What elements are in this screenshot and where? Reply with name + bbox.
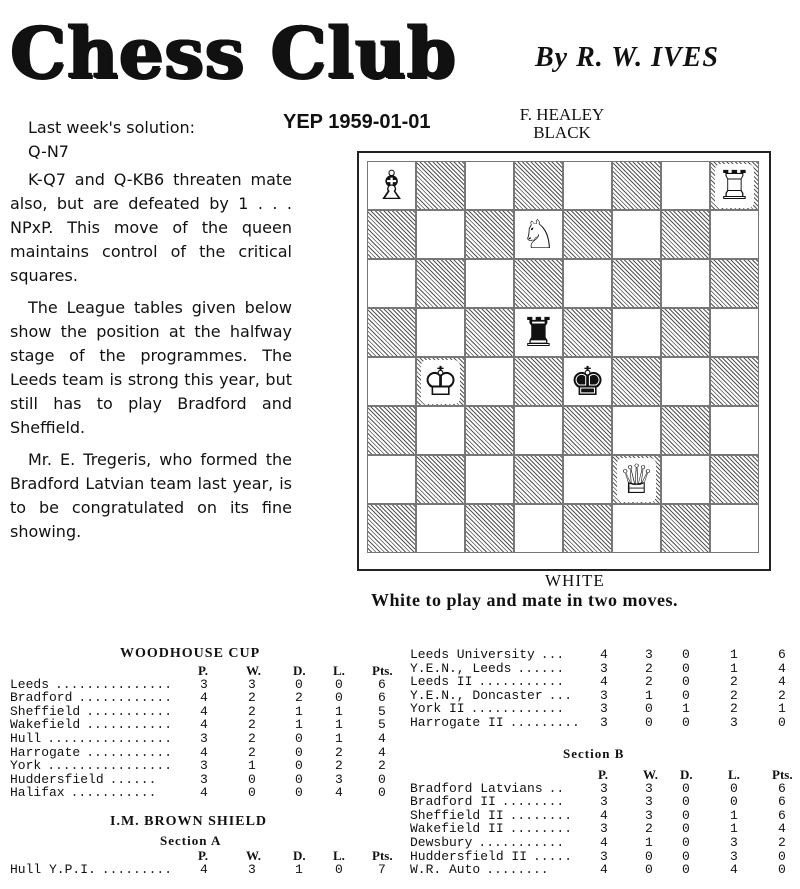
leader-dots: ........ (509, 807, 573, 823)
table-row (410, 795, 795, 809)
team-name: York II (410, 701, 465, 717)
piece-glyph: ♘ (520, 211, 557, 258)
board-square (367, 504, 416, 553)
cell-pts: 0 (778, 714, 786, 730)
white-rook-icon (710, 161, 759, 210)
section-b-table (410, 768, 795, 877)
cell-d: 0 (682, 862, 690, 878)
table-row (10, 705, 390, 719)
leader-dots: ........ (486, 862, 549, 878)
board-square (465, 259, 514, 308)
team-name: Leeds (10, 676, 50, 692)
team-name: Y.E.N., Leeds (410, 660, 512, 676)
white-king-icon (416, 357, 465, 406)
board-square (612, 210, 661, 259)
table-row (10, 759, 390, 773)
board-square (465, 210, 514, 259)
table-row (10, 863, 390, 877)
table-row (410, 782, 795, 796)
cell-d: 0 (682, 687, 690, 703)
cell-w: 2 (248, 703, 256, 719)
cell-w: 3 (645, 780, 653, 796)
cell-w: 0 (248, 785, 256, 801)
cell-p: 4 (200, 717, 208, 733)
column-header: Pts. (772, 767, 793, 782)
cell-d: 1 (295, 703, 303, 719)
cell-p: 3 (200, 758, 208, 774)
leader-dots: ........ (509, 821, 573, 837)
board-square (563, 308, 612, 357)
cell-w: 2 (645, 660, 653, 676)
board-square (661, 308, 710, 357)
board-square (514, 406, 563, 455)
cell-p: 4 (600, 862, 608, 878)
cell-d: 0 (682, 821, 690, 837)
cell-d: 2 (295, 690, 303, 706)
cell-d: 0 (682, 834, 690, 850)
team-name: Wakefield (10, 717, 81, 733)
leader-dots: .. (548, 780, 565, 796)
woodhouse-cup-table (10, 663, 393, 801)
board-square (416, 210, 465, 259)
table-row (410, 716, 795, 730)
cell-w: 3 (645, 807, 653, 823)
board-square (612, 308, 661, 357)
cell-l: 4 (335, 785, 343, 801)
board-square (416, 504, 465, 553)
cell-d: 1 (295, 861, 303, 877)
column-text (10, 116, 292, 544)
leader-dots: ...... (109, 771, 157, 787)
cell-p: 3 (600, 687, 608, 703)
cell-pts: 6 (778, 807, 786, 823)
board-square (367, 259, 416, 308)
cell-l: 0 (335, 676, 343, 692)
cell-d: 0 (682, 674, 690, 690)
team-name: Sheffield (10, 703, 81, 719)
cell-pts: 2 (778, 687, 786, 703)
table-row (10, 732, 390, 746)
table-row (10, 718, 390, 732)
cell-l: 1 (730, 660, 738, 676)
board-square (563, 210, 612, 259)
cell-p: 3 (600, 821, 608, 837)
cell-w: 3 (248, 676, 256, 692)
board-square (563, 259, 612, 308)
board-square (465, 504, 514, 553)
section-b-title: Section B (563, 746, 625, 761)
cell-w: 3 (645, 794, 653, 810)
cell-l: 3 (335, 771, 343, 787)
table-row (10, 773, 390, 787)
leader-dots: ............... (55, 676, 173, 692)
cell-l: 3 (730, 714, 738, 730)
board-square (710, 504, 759, 553)
column-header: D. (680, 767, 693, 782)
black-rook-icon (514, 308, 563, 357)
board-square (367, 210, 416, 259)
cell-pts: 4 (778, 821, 786, 837)
paragraph-league-tables: The League tables given below show the position at the halfway stage of the programmes. The Leeds team is strong this year, but still has to play Bradford and Sheffield. (10, 298, 292, 437)
leader-dots: ........ (501, 794, 565, 810)
cell-w: 0 (645, 862, 653, 878)
board-square (612, 406, 661, 455)
leader-dots: ........... (478, 834, 565, 850)
cell-l: 0 (335, 861, 343, 877)
cell-l: 1 (335, 717, 343, 733)
leader-dots: ........... (86, 744, 173, 760)
board-square (367, 455, 416, 504)
cell-l: 0 (730, 780, 738, 796)
leader-dots: ............ (78, 690, 173, 706)
leader-dots: ........... (478, 674, 565, 690)
cell-pts: 6 (378, 676, 386, 692)
board-square (563, 161, 612, 210)
table-header-row (10, 848, 393, 863)
cell-d: 0 (295, 676, 303, 692)
paragraph-solution-notes: K-Q7 and Q-KB6 threaten mate also, but are defeated by 1 . . . NPxP. This move of the queen maintains control of the critical squares. (10, 170, 292, 285)
cell-pts: 0 (378, 785, 386, 801)
cell-p: 4 (200, 861, 208, 877)
cell-w: 3 (645, 647, 653, 662)
board-square (416, 455, 465, 504)
section-a-title: Section A (160, 833, 222, 848)
board-square (661, 504, 710, 553)
team-name: Leeds II (410, 674, 473, 690)
leader-dots: ........... (70, 785, 157, 801)
cell-pts: 6 (778, 794, 786, 810)
cell-d: 0 (295, 744, 303, 760)
column-header: W. (246, 663, 262, 678)
team-name: Harrogate II (410, 714, 504, 730)
column-header: D. (293, 663, 306, 678)
column-header: L. (333, 848, 345, 863)
board-square (563, 406, 612, 455)
board-square (710, 308, 759, 357)
table-row (410, 648, 795, 662)
board-square (661, 210, 710, 259)
board-square (710, 406, 759, 455)
cell-p: 3 (200, 771, 208, 787)
column-header: P. (198, 663, 208, 678)
board-square (661, 455, 710, 504)
board-square (563, 455, 612, 504)
board-square (416, 406, 465, 455)
cell-w: 1 (645, 687, 653, 703)
leader-dots: ............ (470, 701, 565, 717)
cell-pts: 5 (378, 717, 386, 733)
board-square (612, 504, 661, 553)
date-stamp: YEP 1959-01-01 (283, 111, 431, 133)
cell-l: 0 (335, 690, 343, 706)
board-square (416, 161, 465, 210)
cell-w: 2 (248, 744, 256, 760)
section-a-continued-table (410, 648, 795, 730)
table-row (10, 746, 390, 760)
cell-pts: 6 (778, 780, 786, 796)
cell-p: 3 (600, 794, 608, 810)
table-row (410, 850, 795, 864)
column-header: P. (598, 767, 608, 782)
cell-p: 4 (600, 807, 608, 823)
board-square (367, 357, 416, 406)
cell-pts: 1 (778, 701, 786, 717)
chess-board (357, 151, 771, 571)
cell-p: 4 (200, 703, 208, 719)
black-king-icon (563, 357, 612, 406)
team-name: Huddersfield II (410, 848, 528, 864)
cell-d: 0 (295, 785, 303, 801)
board-square (661, 161, 710, 210)
leader-dots: ... (540, 647, 565, 662)
column-header: L. (728, 767, 740, 782)
cell-l: 1 (335, 703, 343, 719)
board-square (465, 161, 514, 210)
cell-l: 0 (730, 794, 738, 810)
cell-d: 0 (295, 771, 303, 787)
cell-pts: 4 (778, 674, 786, 690)
cell-l: 1 (730, 807, 738, 823)
board-square (367, 308, 416, 357)
team-name: Bradford (10, 690, 73, 706)
cell-p: 3 (200, 676, 208, 692)
column-header: Pts. (372, 848, 393, 863)
leader-dots: ... (548, 687, 572, 703)
cell-l: 2 (730, 701, 738, 717)
cell-pts: 6 (378, 690, 386, 706)
table-row (410, 863, 795, 877)
cell-d: 0 (682, 794, 690, 810)
board-square (661, 357, 710, 406)
team-name: York (10, 758, 42, 774)
team-name: Wakefield II (410, 821, 504, 837)
cell-d: 0 (682, 660, 690, 676)
leader-dots: ........... (86, 717, 173, 733)
cell-d: 1 (295, 717, 303, 733)
cell-p: 4 (600, 647, 608, 662)
cell-w: 0 (645, 848, 653, 864)
byline: By R. W. IVES (535, 42, 719, 73)
cell-d: 0 (682, 848, 690, 864)
team-name: Hull (10, 730, 42, 746)
table-row (410, 662, 795, 676)
white-knight-icon (514, 210, 563, 259)
table-row (10, 691, 390, 705)
leader-dots: ..... (533, 848, 573, 864)
white-queen-icon (612, 455, 661, 504)
cell-pts: 4 (378, 744, 386, 760)
leader-dots: ........... (86, 703, 173, 719)
cell-pts: 0 (778, 848, 786, 864)
cell-l: 1 (730, 821, 738, 837)
cell-d: 1 (682, 701, 690, 717)
white-label: WHITE (545, 571, 605, 590)
cell-l: 3 (730, 834, 738, 850)
table-row (10, 678, 390, 692)
table-header-row (410, 768, 795, 782)
brown-shield-title: I.M. BROWN SHIELD (110, 814, 268, 829)
board-square (612, 259, 661, 308)
board-square (465, 455, 514, 504)
cell-pts: 5 (378, 703, 386, 719)
table-header-row (10, 663, 393, 678)
leader-dots: ................ (47, 758, 173, 774)
cell-l: 1 (335, 730, 343, 746)
cell-d: 0 (295, 758, 303, 774)
cell-l: 2 (335, 744, 343, 760)
cell-p: 3 (600, 714, 608, 730)
problem-heading (497, 106, 627, 142)
white-bishop-icon (367, 161, 416, 210)
team-name: Leeds University (410, 647, 535, 662)
table-row (410, 836, 795, 850)
team-name: Sheffield II (410, 807, 504, 823)
cell-pts: 0 (378, 771, 386, 787)
column-header: D. (293, 848, 306, 863)
team-name: Hull Y.P.I. (10, 861, 96, 877)
cell-p: 3 (600, 780, 608, 796)
cell-pts: 0 (778, 862, 786, 878)
cell-w: 1 (248, 758, 256, 774)
paragraph-tregeris: Mr. E. Tregeris, who formed the Bradford Latvian team last year, is to be congratulated on its fine showing. (10, 450, 292, 541)
cell-pts: 4 (778, 660, 786, 676)
table-row (410, 809, 795, 823)
board-square (563, 504, 612, 553)
cell-p: 3 (600, 701, 608, 717)
board-square (710, 210, 759, 259)
board-square (514, 357, 563, 406)
leader-dots: ......... (509, 714, 580, 730)
cell-w: 2 (248, 717, 256, 733)
board-square (465, 308, 514, 357)
cell-p: 4 (200, 744, 208, 760)
piece-glyph: ♜ (520, 309, 557, 356)
cell-w: 2 (248, 730, 256, 746)
cell-d: 0 (682, 807, 690, 823)
cell-p: 3 (600, 848, 608, 864)
cell-d: 0 (682, 780, 690, 796)
column-header: W. (246, 848, 262, 863)
column-header: Pts. (372, 663, 393, 678)
piece-glyph: ♗ (373, 162, 410, 209)
cell-p: 4 (200, 690, 208, 706)
cell-w: 3 (248, 861, 256, 877)
cell-l: 2 (730, 674, 738, 690)
board-square (416, 259, 465, 308)
column-header: W. (643, 767, 659, 782)
column-header: P. (198, 848, 208, 863)
cell-l: 2 (335, 758, 343, 774)
piece-glyph: ♖ (716, 162, 753, 209)
board-square (367, 406, 416, 455)
cell-p: 4 (200, 785, 208, 801)
cell-pts: 7 (378, 861, 386, 877)
cell-w: 0 (645, 701, 653, 717)
team-name: Huddersfield (10, 771, 104, 787)
board-square (710, 357, 759, 406)
team-name: W.R. Auto (410, 862, 481, 878)
table-row (410, 689, 795, 703)
piece-glyph: ♚ (569, 358, 606, 405)
cell-pts: 4 (378, 730, 386, 746)
table-row (410, 822, 795, 836)
solution-move: Q-N7 (28, 142, 69, 161)
cell-d: 0 (682, 714, 690, 730)
team-name: Y.E.N., Doncaster (410, 687, 543, 703)
cell-w: 2 (645, 821, 653, 837)
board-square (612, 357, 661, 406)
board-square (514, 504, 563, 553)
board-square (661, 259, 710, 308)
cell-p: 3 (200, 730, 208, 746)
team-name: Dewsbury (410, 834, 473, 850)
board-square (710, 259, 759, 308)
black-label: BLACK (533, 123, 591, 142)
table-row (10, 786, 390, 800)
cell-w: 0 (248, 771, 256, 787)
column-header: L. (333, 663, 345, 678)
column-title: Chess Club (10, 11, 457, 94)
solution-heading: Last week's solution: (28, 118, 196, 137)
leader-dots: ................ (47, 730, 173, 746)
cell-l: 3 (730, 848, 738, 864)
board-square (465, 406, 514, 455)
board-square (514, 259, 563, 308)
board-square (416, 308, 465, 357)
team-name: Halifax (10, 785, 65, 801)
cell-w: 2 (248, 690, 256, 706)
problem-caption: White to play and mate in two moves. (371, 590, 678, 610)
composer-name: F. HEALEY (519, 105, 605, 124)
woodhouse-cup-title: WOODHOUSE CUP (120, 646, 261, 661)
cell-pts: 2 (378, 758, 386, 774)
board-square (612, 161, 661, 210)
leader-dots: ...... (517, 660, 565, 676)
cell-p: 4 (600, 834, 608, 850)
cell-d: 0 (682, 647, 690, 662)
board-square (514, 455, 563, 504)
cell-p: 3 (600, 660, 608, 676)
table-row (410, 675, 795, 689)
piece-glyph: ♕ (618, 456, 655, 503)
cell-w: 2 (645, 674, 653, 690)
board-square (661, 406, 710, 455)
cell-l: 2 (730, 687, 738, 703)
board-square (514, 161, 563, 210)
section-a-table (10, 848, 393, 877)
cell-w: 1 (645, 834, 653, 850)
board-square (710, 455, 759, 504)
cell-p: 4 (600, 674, 608, 690)
team-name: Bradford Latvians (410, 780, 543, 796)
cell-w: 0 (645, 714, 653, 730)
team-name: Harrogate (10, 744, 81, 760)
cell-d: 0 (295, 730, 303, 746)
board-square (465, 357, 514, 406)
cell-pts: 6 (778, 647, 786, 662)
cell-l: 1 (730, 647, 738, 662)
leader-dots: ......... (101, 861, 173, 877)
piece-glyph: ♔ (422, 358, 459, 405)
cell-pts: 2 (778, 834, 786, 850)
team-name: Bradford II (410, 794, 496, 810)
table-row (410, 702, 795, 716)
cell-l: 4 (730, 862, 738, 878)
